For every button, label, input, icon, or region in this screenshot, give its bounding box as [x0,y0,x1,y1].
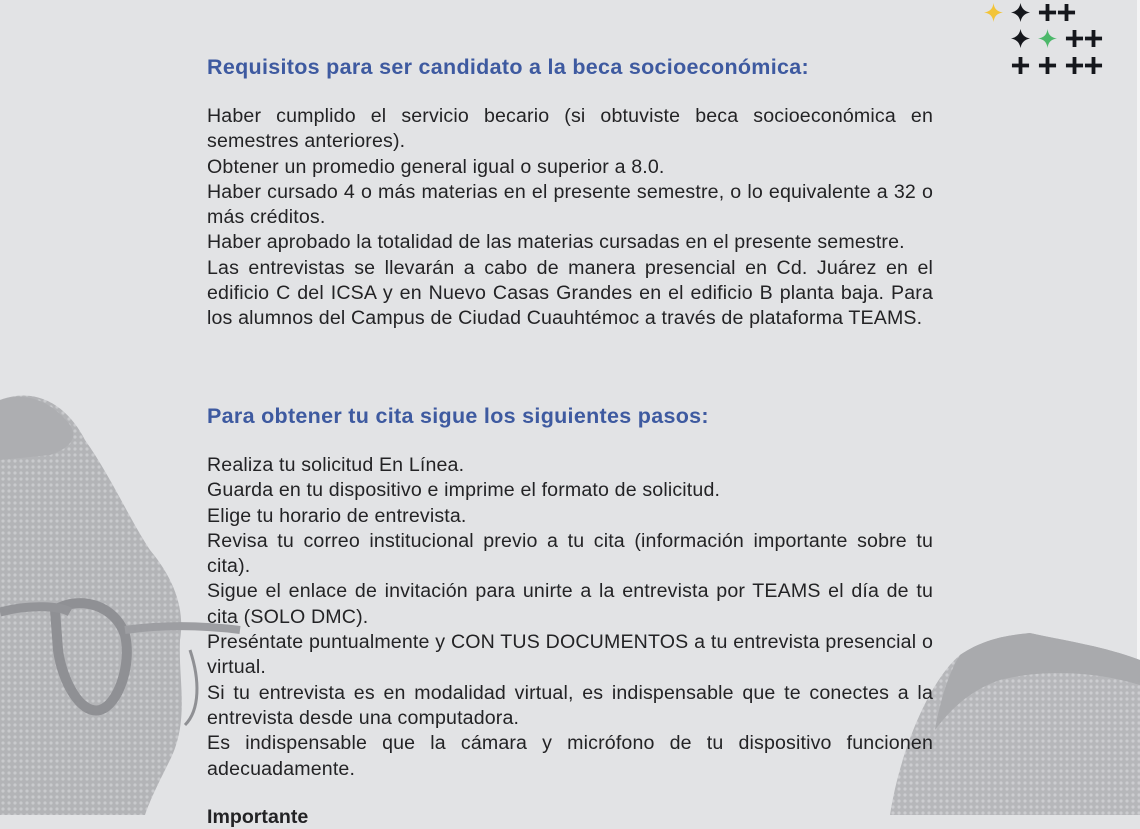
sparkle-yellow-icon [984,3,1003,22]
step-item: Preséntate puntualmente y CON TUS DOCUMENTOS a tu entrevista presencial o virtual. [207,631,933,679]
plus-icon [1057,3,1076,22]
requirement-item: Haber cumplido el servicio becario (si obtuviste beca socioeconómica en semestres anteriores). [207,105,933,153]
requirement-item: Haber cursado 4 o más materias en el presente semestre, o lo equivalente a 32 o más créditos. [207,180,933,229]
important-label-partial: Importante [207,806,309,828]
plus-icon [1038,3,1057,22]
step-item: Si tu entrevista es en modalidad virtual, es indispensable que te conectes a la entrevista desde una computadora. [207,681,933,729]
requirements-list [207,104,933,332]
plus-icon [1038,56,1057,75]
steps-section [207,401,933,782]
requirements-heading: Requisitos para ser candidato a la beca socioeconómica: [207,55,809,79]
sparkle-green-icon [1038,29,1057,48]
step-item: Realiza tu solicitud En Línea. [207,454,465,476]
sparkle-decoration [978,0,1108,80]
plus-icon [1011,29,1030,48]
plus-icon [1011,3,1030,22]
plus-icon [1065,29,1084,48]
plus-icon [1065,56,1084,75]
step-item: Elige tu horario de entrevista. [207,504,467,527]
plus-icon [1084,56,1103,75]
requirement-item: Las entrevistas se llevarán a cabo de manera presencial en Cd. Juárez en el edificio C del ICSA y en Nuevo Casas Grandes en el edificio B planta baja. Para los alumnos del Campus de Ciudad Cuauhtémoc a través de plataforma TEAMS. [207,256,933,330]
steps-heading: Para obtener tu cita sigue los siguientes pasos: [207,404,709,428]
step-item: Sigue el enlace de invitación para unirte a la entrevista por TEAMS el día de tu cita (SOLO DMC). [207,580,933,628]
step-item: Es indispensable que la cámara y micrófono de tu dispositivo funcionen adecuadamente. [207,732,933,780]
steps-list [207,453,933,782]
step-item: Guarda en tu dispositivo e imprime el formato de solicitud. [207,479,721,502]
requirement-item: Haber aprobado la totalidad de las materias cursadas en el presente semestre. [207,231,905,254]
requirements-section [207,52,933,332]
requirement-item: Obtener un promedio general igual o superior a 8.0. [207,155,665,178]
step-item: Revisa tu correo institucional previo a tu cita (información importante sobre tu cita). [207,529,933,578]
plus-icon [1011,56,1030,75]
plus-icon [1084,29,1103,48]
